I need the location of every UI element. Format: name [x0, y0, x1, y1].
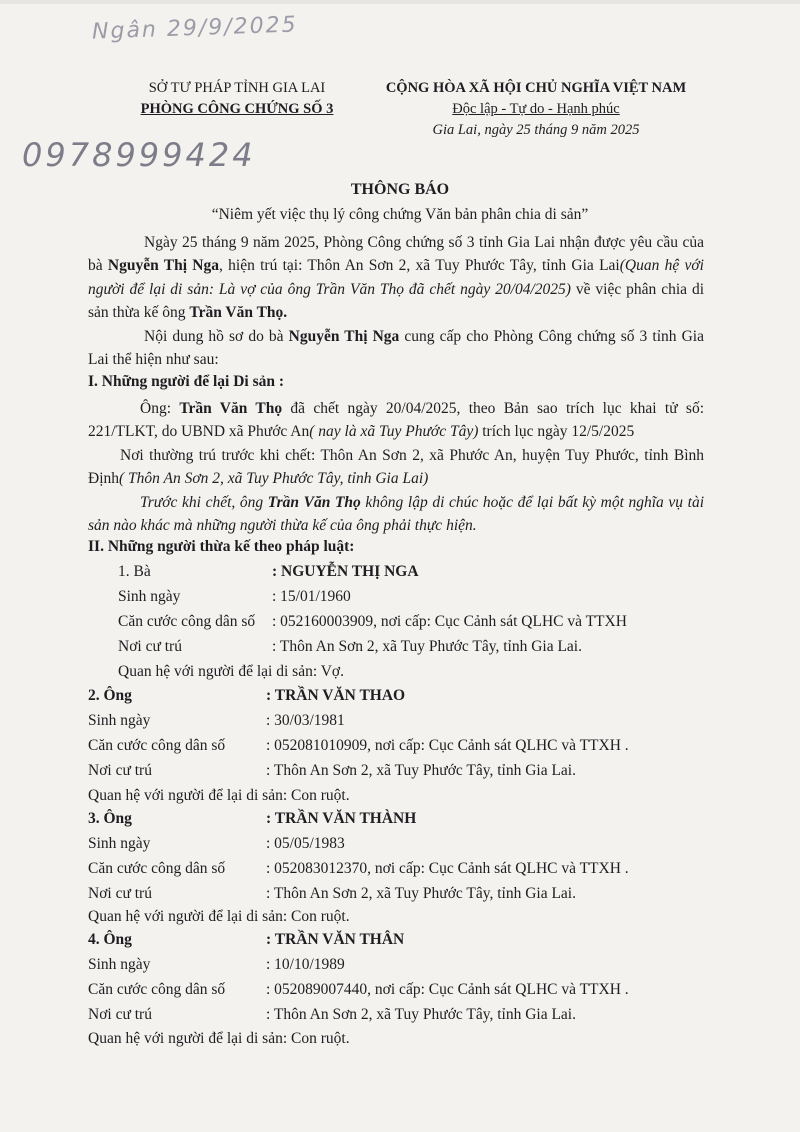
address-label: Nơi cư trú — [88, 762, 152, 779]
nation-title: CỘNG HÒA XÃ HỘI CHỦ NGHĨA VIỆT NAM — [385, 80, 687, 96]
intro-text: cung cấp cho Phòng Công chứng số 3 tỉnh Gia Lai thể hiện như sau: — [88, 328, 704, 369]
section-2-heading: II. Những người thừa kế theo pháp luật: — [88, 538, 355, 555]
id-value: : 052089007440, nơi cấp: Cục Cảnh sát QLHC và TTXH . — [266, 981, 629, 998]
address-label: Nơi cư trú — [88, 1006, 152, 1023]
section-1-paragraph-1 — [88, 397, 704, 444]
nation-header — [368, 78, 704, 141]
id-label: Căn cước công dân số — [88, 981, 226, 998]
relation-value: Quan hệ với người để lại di sản: Con ruột. — [88, 908, 350, 925]
id-label: Căn cước công dân số — [88, 737, 226, 754]
intro-paragraph-2 — [88, 325, 704, 372]
requester-name: Nguyễn Thị Nga — [288, 328, 400, 345]
dob-value: : 15/01/1960 — [272, 588, 351, 605]
section-1-paragraph-3 — [88, 491, 704, 538]
dob-value: : 05/05/1983 — [266, 835, 345, 852]
heir-name: : TRẦN VĂN THAO — [266, 687, 406, 704]
id-label: Căn cước công dân số — [118, 613, 256, 630]
address-value: : Thôn An Sơn 2, xã Tuy Phước Tây, tỉnh Gia Lai. — [272, 638, 582, 655]
dob-label: Sinh ngày — [88, 712, 151, 729]
place-date: Gia Lai, ngày 25 tháng 9 năm 2025 — [432, 122, 640, 138]
agency-line1: SỞ TƯ PHÁP TỈNH GIA LAI — [148, 80, 326, 96]
handwritten-note-top: Ngân 29/9/2025 — [91, 12, 299, 45]
heir-name: : NGUYỄN THỊ NGA — [272, 563, 419, 580]
section-1-paragraph-2 — [88, 444, 704, 491]
heir-title: 2. Ông — [88, 687, 132, 704]
nation-motto: Độc lập - Tự do - Hạnh phúc — [452, 101, 620, 117]
address-label: Nơi cư trú — [118, 638, 182, 655]
heir-title: 4. Ông — [88, 931, 132, 948]
relation-value: Quan hệ với người để lại di sản: Con ruột. — [88, 787, 350, 804]
address-value: : Thôn An Sơn 2, xã Tuy Phước Tây, tỉnh Gia Lai. — [266, 1006, 576, 1023]
dob-label: Sinh ngày — [118, 588, 181, 605]
deceased-name: Trần Văn Thọ — [179, 400, 283, 417]
requester-name: Nguyễn Thị Nga — [107, 257, 219, 275]
intro-text: Ngày 25 tháng 9 năm 2025, Phòng Công chứng số 3 tỉnh Gia Lai nhận được yêu cầu của bà — [88, 234, 704, 275]
id-label: Căn cước công dân số — [88, 860, 226, 877]
will-text: Trước khi chết, ông — [140, 494, 268, 511]
heir-title: 1. Bà — [118, 563, 151, 580]
deceased-name: Trần Văn Thọ — [267, 494, 361, 511]
address-value: : Thôn An Sơn 2, xã Tuy Phước Tây, tỉnh Gia Lai. — [266, 885, 576, 902]
intro-text: , hiện trú tại: Thôn An Sơn 2, xã Tuy Phước Tây, tỉnh Gia Lai — [218, 257, 620, 275]
id-value: : 052081010909, nơi cấp: Cục Cảnh sát QLHC và TTXH . — [266, 737, 629, 754]
handwritten-phone-number: 0978999424 — [22, 136, 256, 174]
address-value: : Thôn An Sơn 2, xã Tuy Phước Tây, tỉnh Gia Lai. — [266, 762, 576, 779]
heir-name: : TRẦN VĂN THÀNH — [266, 810, 417, 827]
intro-text: Nội dung hồ sơ do bà — [144, 328, 289, 345]
will-text: không lập di chúc hoặc để lại bất kỳ một nghĩa vụ tài sản nào khác mà những người thừa kế của ông phải thực hiện. — [88, 494, 705, 535]
dob-value: : 30/03/1981 — [266, 712, 345, 729]
relation-value: Quan hệ với người để lại di sản: Con ruột. — [88, 1030, 350, 1047]
relation-note: (Quan hệ với người để lại di sản: Là vợ của ông Trần Văn Thọ đã chết ngày 20/04/2025) — [88, 257, 704, 298]
deceased-note: ( nay là xã Tuy Phước Tây) — [309, 423, 479, 441]
id-value: : 052083012370, nơi cấp: Cục Cảnh sát QLHC và TTXH . — [266, 860, 629, 877]
dob-label: Sinh ngày — [88, 835, 151, 852]
dob-value: : 10/10/1989 — [266, 956, 345, 973]
scan-edge — [0, 0, 800, 4]
heir-name: : TRẦN VĂN THÂN — [266, 931, 405, 948]
intro-text: về việc phân chia di sản thừa kế ông — [88, 280, 704, 322]
deceased-name: Trần Văn Thọ. — [189, 304, 288, 322]
deceased-text: trích lục ngày 12/5/2025 — [478, 423, 635, 441]
section-1-heading: I. Những người để lại Di sản : — [88, 373, 285, 390]
relation-value: Quan hệ với người để lại di sản: Vợ. — [118, 663, 344, 680]
document-subtitle: “Niêm yết việc thụ lý công chứng Văn bản phân chia di sản” — [211, 206, 589, 223]
heir-title: 3. Ông — [88, 810, 132, 827]
id-value: : 052160003909, nơi cấp: Cục Cảnh sát QLHC và TTXH — [272, 613, 627, 630]
dob-label: Sinh ngày — [88, 956, 151, 973]
agency-header — [112, 78, 362, 120]
deceased-text: Ông: — [140, 400, 180, 417]
document-title: THÔNG BÁO — [350, 181, 450, 198]
residence-text: Nơi thường trú trước khi chết: Thôn An Sơn 2, xã Phước An, huyện Tuy Phước, tỉnh Bình Định — [88, 447, 704, 488]
deceased-text: đã chết ngày 20/04/2025, theo Bản sao trích lục khai tử số: 221/TLKT, do UBND xã Phước An — [88, 400, 705, 441]
residence-note: ( Thôn An Sơn 2, xã Tuy Phước Tây, tỉnh Gia Lai) — [119, 470, 429, 488]
address-label: Nơi cư trú — [88, 885, 152, 902]
intro-paragraph-1 — [88, 231, 704, 325]
agency-line2: PHÒNG CÔNG CHỨNG SỐ 3 — [140, 101, 334, 117]
